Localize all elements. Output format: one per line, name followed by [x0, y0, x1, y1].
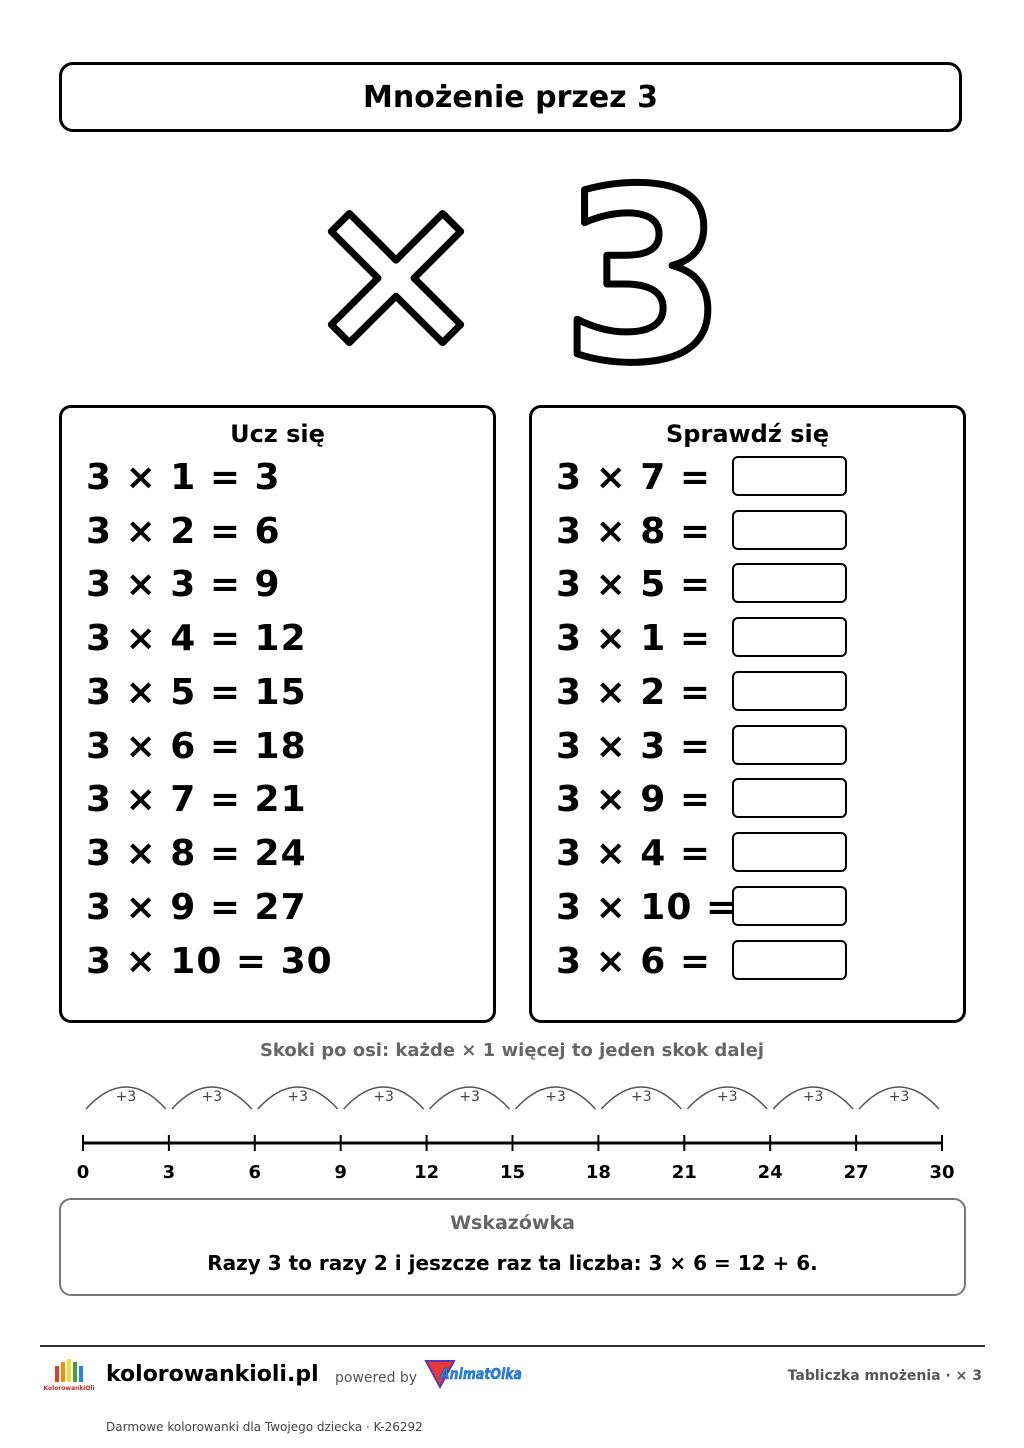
page-title: Mnożenie przez 3 — [363, 79, 658, 115]
hint-box — [59, 1198, 966, 1296]
hint-text: Razy 3 to razy 2 i jeszcze raz ta liczba: 3 × 6 = 12 + 6. — [207, 1251, 818, 1275]
number-line — [0, 1075, 1024, 1190]
big-multiply-sign: × — [303, 143, 489, 399]
footer-section-label: Tabliczka mnożenia · × 3 — [787, 1368, 982, 1384]
crayon-icon — [55, 1359, 83, 1382]
answer-box[interactable] — [732, 671, 847, 711]
brand-name: AnimatOlka — [439, 1365, 522, 1383]
tick-label: 18 — [585, 1162, 611, 1183]
tick-label: 9 — [334, 1162, 347, 1183]
site-logo — [43, 1354, 95, 1394]
jump-label: +3 — [373, 1089, 394, 1105]
check-row: 3 × 6 = — [556, 941, 712, 982]
tick-label: 3 — [162, 1162, 176, 1183]
number-line-caption: Skoki po osi: każde × 1 więcej to jeden skok dalej — [259, 1040, 765, 1061]
check-row: 3 × 9 = — [556, 779, 712, 820]
jump-label: +3 — [631, 1089, 652, 1105]
learn-title: Ucz się — [230, 420, 325, 448]
check-panel — [529, 405, 966, 1023]
site-name[interactable]: kolorowankioli.pl — [106, 1362, 319, 1387]
check-title: Sprawdź się — [666, 420, 829, 448]
brand-logo[interactable] — [424, 1357, 524, 1391]
big-multiply-three — [303, 139, 738, 416]
answer-box[interactable] — [732, 832, 847, 872]
jump-label: +3 — [201, 1089, 223, 1105]
answer-box[interactable] — [732, 510, 847, 550]
jump-label: +3 — [716, 1089, 738, 1105]
check-row: 3 × 2 = — [556, 672, 712, 713]
tick-label: 30 — [929, 1162, 955, 1183]
answer-box[interactable] — [732, 725, 847, 765]
check-row: 3 × 10 = — [556, 887, 738, 928]
powered-by: powered by — [335, 1370, 418, 1386]
tick-label: 27 — [843, 1162, 869, 1183]
hint-title: Wskazówka — [450, 1212, 575, 1234]
check-row: 3 × 4 = — [556, 833, 712, 874]
jump-label: +3 — [888, 1089, 910, 1105]
check-row: 3 × 5 = — [556, 564, 712, 605]
answer-box[interactable] — [732, 563, 847, 603]
jump-label: +3 — [459, 1089, 480, 1105]
learn-row: 3 × 3 = 9 — [86, 564, 281, 605]
tick-label: 15 — [499, 1162, 526, 1183]
answer-box[interactable] — [732, 456, 847, 496]
tick-label: 6 — [248, 1162, 262, 1183]
tick-label: 0 — [76, 1162, 90, 1183]
jump-label: +3 — [115, 1089, 137, 1105]
big-number: 3 — [561, 139, 727, 416]
tick-label: 21 — [671, 1162, 697, 1183]
check-row: 3 × 1 = — [556, 618, 712, 659]
learn-row: 3 × 4 = 12 — [86, 618, 307, 659]
tick-label: 12 — [414, 1162, 440, 1183]
answer-box[interactable] — [732, 778, 847, 818]
learn-row: 3 × 2 = 6 — [86, 511, 281, 552]
jump-label: +3 — [545, 1089, 566, 1105]
logo-text: KolorowankiOli — [43, 1385, 95, 1392]
jump-label: +3 — [287, 1089, 309, 1105]
footer-tagline: Darmowe kolorowanki dla Twojego dziecka · K-26292 — [106, 1420, 423, 1434]
answer-box[interactable] — [732, 940, 847, 980]
learn-row: 3 × 6 = 18 — [86, 726, 307, 767]
learn-row: 3 × 9 = 27 — [86, 887, 307, 928]
check-row: 3 × 7 = — [556, 457, 712, 498]
learn-row: 3 × 10 = 30 — [86, 941, 333, 982]
jump-label: +3 — [802, 1089, 824, 1105]
page-title-box — [59, 62, 962, 132]
footer-divider — [40, 1345, 985, 1347]
learn-panel — [59, 405, 496, 1023]
learn-row: 3 × 1 = 3 — [86, 457, 281, 498]
learn-row: 3 × 5 = 15 — [86, 672, 307, 713]
check-row: 3 × 8 = — [556, 511, 712, 552]
learn-row: 3 × 7 = 21 — [86, 779, 307, 820]
check-row: 3 × 3 = — [556, 726, 712, 767]
tick-label: 24 — [757, 1162, 783, 1183]
answer-box[interactable] — [732, 617, 847, 657]
answer-box[interactable] — [732, 886, 847, 926]
learn-row: 3 × 8 = 24 — [86, 833, 307, 874]
